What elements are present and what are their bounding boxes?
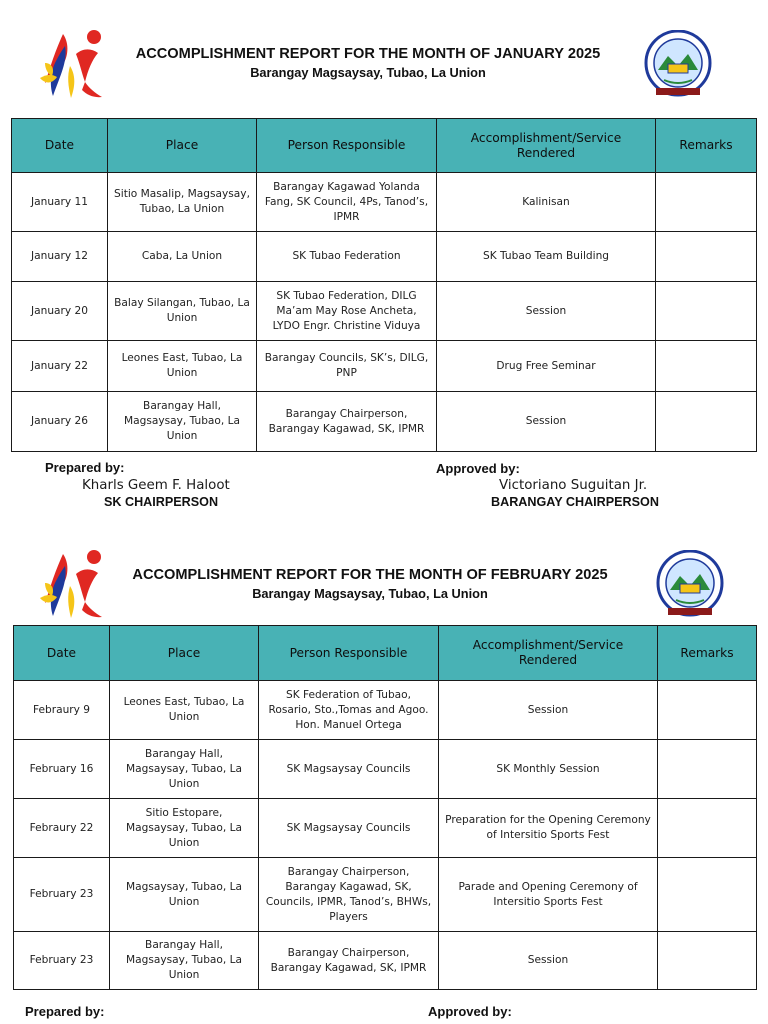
header-accomplishment: Accomplishment/Service Rendered [437,119,656,173]
cell-accomplishment: Drug Free Seminar [437,341,656,392]
cell-place: Caba, La Union [108,232,257,282]
cell-remarks [658,932,757,990]
cell-remarks [658,799,757,858]
cell-place: Leones East, Tubao, La Union [110,681,259,740]
report-table [13,625,757,990]
prepared-by-name: Kharls Geem F. Haloot [82,478,230,493]
cell-place: Balay Silangan, Tubao, La Union [108,282,257,341]
cell-place: Sitio Estopare, Magsaysay, Tubao, La Union [110,799,259,858]
header-accomplishment: Accomplishment/Service Rendered [439,626,658,681]
table-row [14,799,757,858]
cell-person: SK Magsaysay Councils [259,799,439,858]
table-header-row [12,119,757,173]
table-row [12,173,757,232]
cell-person: SK Tubao Federation, DILG Ma’am May Rose Ancheta, LYDO Engr. Christine Viduya [257,282,437,341]
header-person-responsible: Person Responsible [259,626,439,681]
barangay-seal-icon [642,30,714,100]
cell-remarks [658,858,757,932]
cell-place: Magsaysay, Tubao, La Union [110,858,259,932]
cell-person: SK Magsaysay Councils [259,740,439,799]
cell-accomplishment: Preparation for the Opening Ceremony of Intersitio Sports Fest [439,799,658,858]
approved-by-label: Approved by: [436,461,520,476]
table-row [12,282,757,341]
prepared-by-label: Prepared by: [25,1004,105,1019]
report-table [11,118,757,452]
cell-remarks [656,173,757,232]
cell-accomplishment: Parade and Opening Ceremony of Intersitio Sports Fest [439,858,658,932]
cell-person: SK Federation of Tubao, Rosario, Sto.,Tomas and Agoo. Hon. Manuel Ortega [259,681,439,740]
table-row [14,858,757,932]
report-title: ACCOMPLISHMENT REPORT FOR THE MONTH OF JANUARY 2025 [135,46,601,62]
cell-place: Leones East, Tubao, La Union [108,341,257,392]
cell-date: February 16 [14,740,110,799]
cell-remarks [658,681,757,740]
table-row [14,681,757,740]
cell-remarks [656,282,757,341]
cell-person: Barangay Chairperson, Barangay Kagawad, SK, Councils, IPMR, Tanod’s, BHWs, Players [259,858,439,932]
table-row [12,232,757,282]
cell-place: Barangay Hall, Magsaysay, Tubao, La Union [110,740,259,799]
approved-by-position: BARANGAY CHAIRPERSON [491,495,659,509]
report-subtitle: Barangay Magsaysay, Tubao, La Union [250,65,486,80]
header-date: Date [12,119,108,173]
table-row [12,392,757,452]
barangay-seal-icon [654,550,726,620]
header-remarks: Remarks [656,119,757,173]
cell-accomplishment: Session [437,282,656,341]
cell-accomplishment: Session [439,681,658,740]
cell-person: Barangay Chairperson, Barangay Kagawad, SK, IPMR [259,932,439,990]
approved-by-label: Approved by: [428,1004,512,1019]
table-row [14,740,757,799]
cell-person: Barangay Councils, SK’s, DILG, PNP [257,341,437,392]
header-person-responsible: Person Responsible [257,119,437,173]
cell-date: Febraury 9 [14,681,110,740]
table-row [12,341,757,392]
cell-place: Barangay Hall, Magsaysay, Tubao, La Union [108,392,257,452]
cell-date: January 11 [12,173,108,232]
header-place: Place [108,119,257,173]
cell-accomplishment: SK Monthly Session [439,740,658,799]
header-remarks: Remarks [658,626,757,681]
cell-accomplishment: Kalinisan [437,173,656,232]
prepared-by-position: SK CHAIRPERSON [104,495,219,509]
cell-person: SK Tubao Federation [257,232,437,282]
cell-date: January 12 [12,232,108,282]
cell-remarks [656,341,757,392]
table-header-row [14,626,757,681]
cell-place: Sitio Masalip, Magsaysay, Tubao, La Union [108,173,257,232]
cell-date: February 23 [14,932,110,990]
cell-date: January 26 [12,392,108,452]
approved-by-name: Victoriano Suguitan Jr. [499,478,648,493]
cell-date: January 22 [12,341,108,392]
cell-place: Barangay Hall, Magsaysay, Tubao, La Union [110,932,259,990]
cell-person: Barangay Kagawad Yolanda Fang, SK Council, 4Ps, Tanod’s, IPMR [257,173,437,232]
cell-accomplishment: Session [437,392,656,452]
cell-remarks [656,392,757,452]
report-subtitle: Barangay Magsaysay, Tubao, La Union [252,586,488,601]
table-row [14,932,757,990]
prepared-by-label: Prepared by: [45,460,125,475]
cell-person: Barangay Chairperson, Barangay Kagawad, SK, IPMR [257,392,437,452]
sk-logo-icon [36,546,108,624]
cell-date: Febraury 22 [14,799,110,858]
cell-remarks [658,740,757,799]
cell-accomplishment: Session [439,932,658,990]
cell-remarks [656,232,757,282]
sk-logo-icon [36,26,108,104]
report-title: ACCOMPLISHMENT REPORT FOR THE MONTH OF FEBRUARY 2025 [132,567,608,583]
cell-date: January 20 [12,282,108,341]
header-place: Place [110,626,259,681]
cell-date: February 23 [14,858,110,932]
cell-accomplishment: SK Tubao Team Building [437,232,656,282]
header-date: Date [14,626,110,681]
